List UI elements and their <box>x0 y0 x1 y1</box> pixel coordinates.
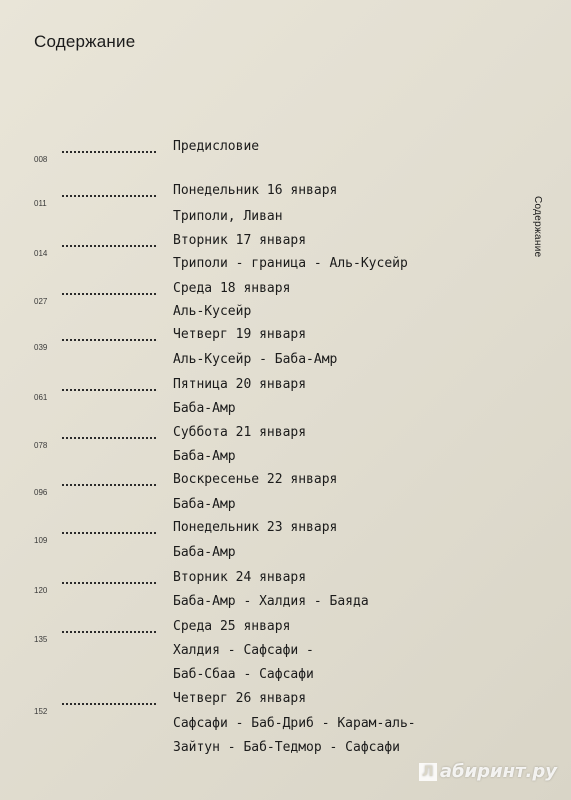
watermark-text: абиринт.ру <box>439 761 557 782</box>
dot-leader <box>62 703 156 705</box>
dot-leader <box>62 195 156 197</box>
toc-page-number: 039 <box>34 343 48 352</box>
toc-page-number: 152 <box>34 707 48 716</box>
toc-entry-subtitle: Аль-Кусейр <box>173 304 252 319</box>
dot-leader <box>62 532 156 534</box>
toc-entry-subtitle: Триполи - граница - Аль-Кусейр <box>173 256 408 271</box>
toc-page-number: 120 <box>34 586 48 595</box>
toc-entry-subtitle: Триполи, Ливан <box>173 209 283 224</box>
toc-page-number: 135 <box>34 635 48 644</box>
dot-leader <box>62 389 156 391</box>
toc-page-number: 109 <box>34 536 48 545</box>
watermark-letter: Л <box>419 763 437 781</box>
toc-entry-heading: Воскресенье 22 января <box>173 472 338 487</box>
dot-leader <box>62 293 156 295</box>
toc-entry-heading: Пятница 20 января <box>173 377 307 392</box>
page-title: Содержание <box>34 32 136 51</box>
dot-leader <box>62 245 156 247</box>
toc-entry-heading: Четверг 26 января <box>173 691 307 706</box>
toc-page-number: 011 <box>34 199 47 208</box>
toc-entry-subtitle: Баба-Амр <box>173 449 236 464</box>
toc-page-number: 008 <box>34 155 48 164</box>
toc-entry-subtitle: Аль-Кусейр - Баба-Амр <box>173 352 338 367</box>
watermark-logo <box>419 761 557 782</box>
toc-entry-heading: Вторник 24 января <box>173 570 307 585</box>
toc-page-number: 014 <box>34 249 48 258</box>
toc-entry-heading: Вторник 17 января <box>173 233 307 248</box>
toc-entry-heading: Понедельник 16 января <box>173 183 338 198</box>
toc-page-number: 061 <box>34 393 48 402</box>
dot-leader <box>62 484 156 486</box>
toc-entry-subtitle: Баб-Сбаа - Сафсафи <box>173 667 314 682</box>
toc-page-number: 096 <box>34 488 48 497</box>
dot-leader <box>62 582 156 584</box>
toc-entry-subtitle: Баба-Амр <box>173 545 236 560</box>
toc-entry-subtitle: Халдия - Сафсафи - <box>173 643 314 658</box>
dot-leader <box>62 631 156 633</box>
running-head-vertical: Содержание <box>532 196 543 258</box>
toc-entry-heading: Среда 25 января <box>173 619 291 634</box>
toc-entry-subtitle: Баба-Амр - Халдия - Баяда <box>173 594 369 609</box>
dot-leader <box>62 339 156 341</box>
toc-page-number: 027 <box>34 297 48 306</box>
dot-leader <box>62 437 156 439</box>
toc-entry-subtitle: Баба-Амр <box>173 401 236 416</box>
toc-entry-subtitle: Зайтун - Баб-Тедмор - Сафсафи <box>173 740 400 755</box>
toc-entry-heading: Среда 18 января <box>173 281 291 296</box>
toc-entry-heading: Предисловие <box>173 139 260 154</box>
toc-page-number: 078 <box>34 441 48 450</box>
dot-leader <box>62 151 156 153</box>
toc-entry-heading: Понедельник 23 января <box>173 520 338 535</box>
toc-entry-subtitle: Сафсафи - Баб-Дриб - Карам-аль- <box>173 716 416 731</box>
toc-entry-subtitle: Баба-Амр <box>173 497 236 512</box>
toc-entry-heading: Четверг 19 января <box>173 327 307 342</box>
toc-entry-heading: Суббота 21 января <box>173 425 307 440</box>
